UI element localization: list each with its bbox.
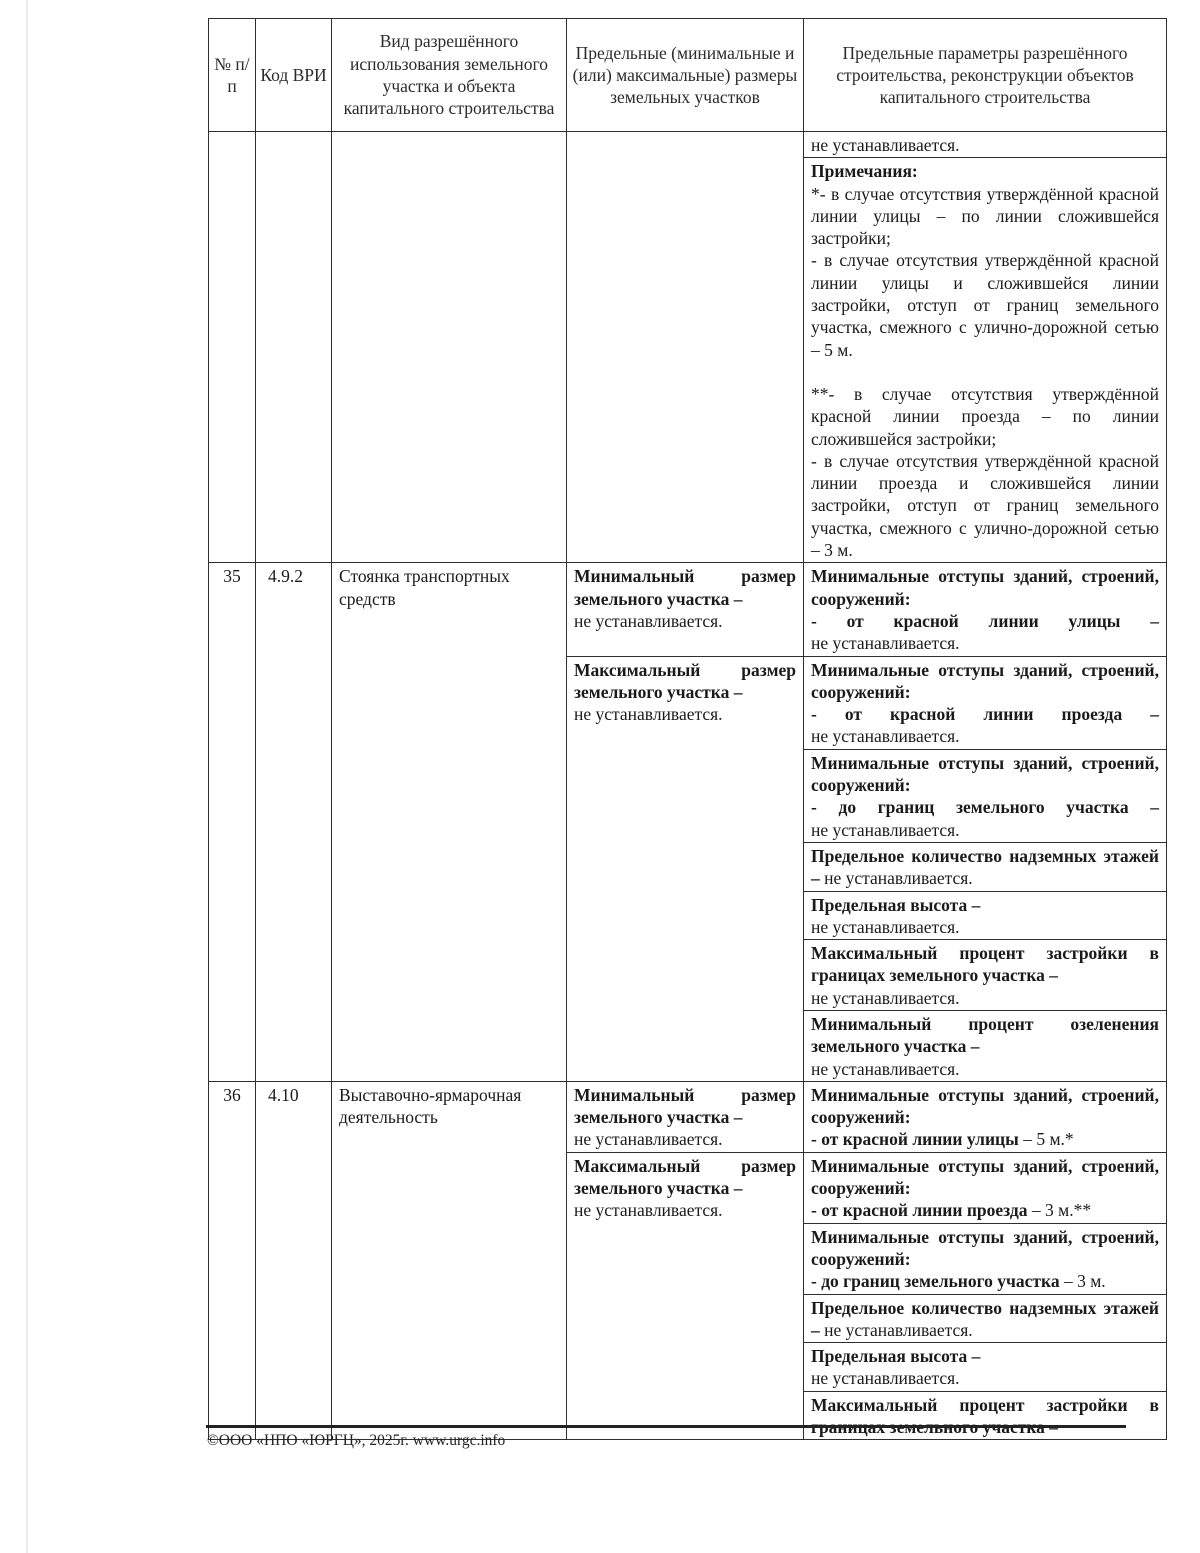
note-3: **- в случае отсутствия утверждённой красной линии проезда – по линии сложившейся застройки; [811, 383, 1159, 449]
param-label: Максимальный процент застройки в границах земельного участка – [811, 943, 1159, 986]
param-cell [804, 1223, 1167, 1294]
param-value: – 5 м.* [1023, 1129, 1074, 1150]
vri-code: 4.10 [256, 1081, 332, 1439]
cell-sizes [567, 132, 804, 563]
param-cell [804, 1391, 1167, 1440]
vri-code: 4.9.2 [256, 563, 332, 1082]
param-label: Минимальные отступы зданий, строений, сооружений: [811, 659, 1159, 702]
max-size-value: не устанавливается. [574, 704, 723, 725]
cell-param [804, 132, 1167, 158]
header-num: № п/п [209, 19, 256, 132]
param-label: Минимальные отступы зданий, строений, сооружений: [811, 1155, 1159, 1199]
notes-cell [804, 158, 1167, 563]
table-row [209, 132, 1167, 158]
param-cell [804, 1152, 1167, 1223]
min-size-label: Минимальный размер земельного участка – [574, 1084, 796, 1128]
param-value: не устанавливается. [824, 1319, 973, 1340]
param-value: не устанавливается. [824, 868, 973, 889]
max-size-label: Максимальный размер земельного участка – [574, 1155, 796, 1199]
use-type: Стоянка транспортных средств [332, 563, 567, 1082]
param-label: Максимальный процент застройки в [811, 1394, 1159, 1415]
param-cell [804, 1010, 1167, 1081]
param-label: Минимальные отступы зданий, строений, сооружений: [811, 1226, 1159, 1269]
param-sub-label: - от красной линии улицы [811, 1129, 1019, 1150]
param-value: – 3 м.** [1031, 1200, 1092, 1221]
param-label: Минимальные отступы зданий, строений, сооружений: [811, 752, 1159, 796]
table-row [209, 1081, 1167, 1152]
max-size-cell [567, 656, 804, 1081]
param-label: Предельная высота – [811, 1346, 981, 1367]
param-cell [804, 656, 1167, 749]
scan-edge [26, 0, 28, 1553]
min-size-cell [567, 1081, 804, 1152]
table-header-row [209, 19, 1167, 132]
param-cell [804, 563, 1167, 656]
param-cell [804, 891, 1167, 940]
param-cell [804, 940, 1167, 1011]
cell-use [332, 132, 567, 563]
notes-title: Примечания: [811, 161, 918, 182]
param-cell [804, 749, 1167, 842]
table-row [209, 563, 1167, 656]
param-label: Предельное количество надземных этажей – [811, 1297, 1159, 1340]
param-value: не устанавливается. [811, 1368, 960, 1389]
row-number: 35 [209, 563, 256, 1082]
param-sub-label: - от красной линии проезда [811, 1200, 1028, 1221]
footer-rule [206, 1425, 1126, 1428]
max-size-value: не устанавливается. [574, 1200, 723, 1221]
param-value: не устанавливается. [811, 726, 960, 747]
cell-code [256, 132, 332, 563]
header-code: Код ВРИ [256, 19, 332, 132]
param-cell [804, 1343, 1167, 1392]
min-size-label: Минимальный размер земельного участка – [574, 566, 796, 609]
min-size-value: не устанавливается. [574, 610, 723, 631]
use-type: Выставочно-ярмарочная деятельность [332, 1081, 567, 1439]
note-4: - в случае отсутствия утверждённой красной линии проезда и сложившейся линии застройки, отступ от границ земельного участка, смежного с улично-дорожной сетью – 3 м. [811, 450, 1159, 561]
note-1: *- в случае отсутствия утверждённой красной линии улицы – по линии сложившейся застройки; [811, 183, 1159, 249]
header-use: Вид разрешённого использования земельного участка и объекта капитального строительства [332, 19, 567, 132]
param-label: Минимальный процент озеленения земельного участка – [811, 1013, 1159, 1057]
max-size-label: Максимальный размер земельного участка – [574, 659, 796, 702]
zoning-table [208, 18, 1167, 1440]
param-cell [804, 842, 1167, 891]
param-label: Минимальные отступы зданий, строений, сооружений: [811, 1084, 1159, 1128]
param-sub-label: - от красной линии улицы – [811, 610, 1159, 631]
param-value: – 3 м. [1063, 1271, 1106, 1292]
row-number: 36 [209, 1081, 256, 1439]
min-size-cell [567, 563, 804, 656]
min-size-value: не устанавливается. [574, 1129, 723, 1150]
header-sizes: Предельные (минимальные и (или) максимальные) размеры земельных участков [567, 19, 804, 132]
param-value: не устанавливается. [811, 819, 960, 840]
footer-copyright: ©ООО «НПО «ЮРГЦ», 2025г. www.urgc.info [207, 1432, 506, 1449]
param-value: не устанавливается. [811, 916, 960, 937]
param-sub-label: - от красной линии проезда – [811, 704, 1159, 725]
cell-num [209, 132, 256, 563]
param-label: Минимальные отступы зданий, строений, сооружений: [811, 566, 1159, 609]
param-label: Предельная высота – [811, 894, 981, 915]
param-label: Предельное количество надземных этажей – [811, 845, 1159, 889]
param-value: не устанавливается. [811, 633, 960, 654]
param-value: не устанавливается. [811, 135, 960, 155]
header-params: Предельные параметры разрешённого строительства, реконструкции объектов капитального строительства [804, 19, 1167, 132]
param-value: не устанавливается. [811, 987, 960, 1008]
param-cell [804, 1294, 1167, 1343]
param-cell [804, 1081, 1167, 1152]
max-size-cell [567, 1152, 804, 1440]
param-value: не устанавливается. [811, 1058, 960, 1079]
param-sub-label: - до границ земельного участка [811, 1271, 1060, 1292]
param-sub-label: - до границ земельного участка – [811, 797, 1159, 818]
note-2: - в случае отсутствия утверждённой красной линии улицы и сложившейся линии застройки, отступ от границ земельного участка, смежного с улично-дорожной сетью – 5 м. [811, 250, 1159, 360]
